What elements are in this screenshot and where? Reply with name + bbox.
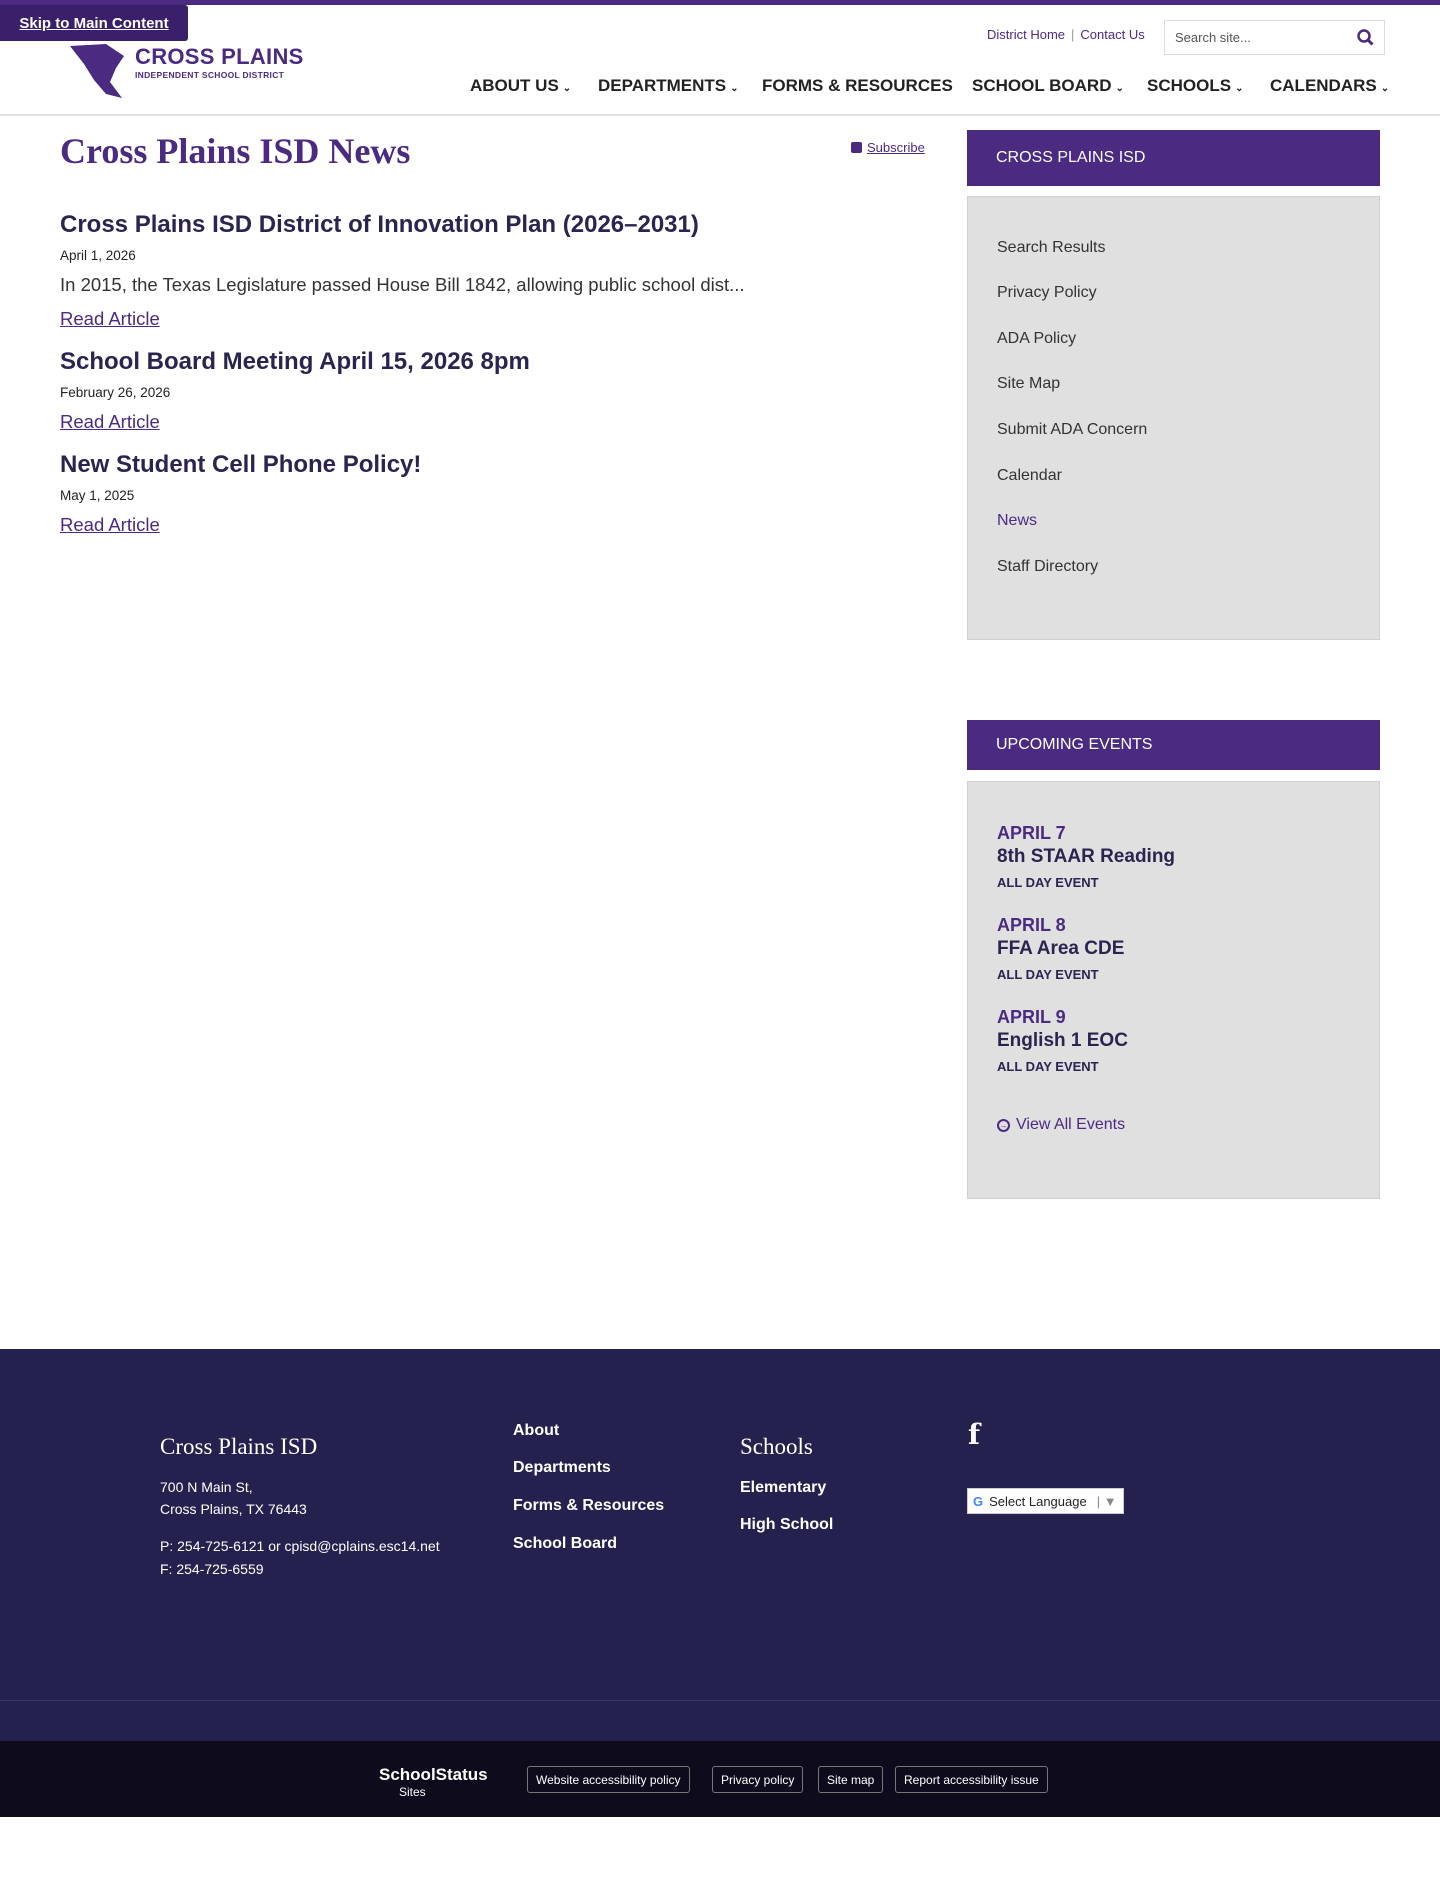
search-placeholder: Search site... (1175, 30, 1251, 45)
nav-schools[interactable] (1147, 76, 1243, 96)
sidebar-item-submit-ada-concern[interactable]: Submit ADA Concern (997, 421, 1148, 438)
dropdown-arrow-icon: | ▼ (1096, 1493, 1117, 1509)
event-title[interactable]: FFA Area CDE (997, 938, 1125, 959)
nav-forms-resources[interactable] (762, 76, 953, 96)
article-date: February 26, 2026 (60, 385, 171, 400)
sidebar-item-search-results[interactable]: Search Results (997, 239, 1106, 256)
footer-phone: P: 254-725-6121 or cpisd@cplains.esc14.net (160, 1538, 440, 1554)
brand-sub: Sites (399, 1785, 426, 1799)
language-select[interactable] (967, 1488, 1124, 1514)
page-title: Cross Plains ISD News (60, 131, 411, 171)
chevron-down-icon: ⌄ (1115, 83, 1124, 94)
brand-name: SchoolStatus (379, 1765, 488, 1784)
read-article-link[interactable]: Read Article (60, 411, 160, 432)
nav-label: ABOUT US (470, 76, 559, 95)
event-date: APRIL 7 (997, 823, 1066, 843)
sidebar-item-ada-policy[interactable]: ADA Policy (997, 330, 1077, 347)
event-time: ALL DAY EVENT (997, 967, 1099, 982)
event-time: ALL DAY EVENT (997, 875, 1099, 890)
arrow-circle-icon: → (997, 1119, 1010, 1132)
sidebar-item-privacy-policy[interactable]: Privacy Policy (997, 284, 1097, 301)
facebook-icon[interactable]: f (968, 1418, 981, 1451)
footer-address-line1: 700 N Main St, (160, 1479, 253, 1495)
footer-schools-title: Schools (740, 1434, 813, 1459)
report-accessibility-button[interactable]: Report accessibility issue (895, 1766, 1048, 1793)
event-time: ALL DAY EVENT (997, 1059, 1099, 1074)
article-date: April 1, 2026 (60, 248, 136, 263)
chevron-down-icon: ⌄ (1380, 83, 1390, 94)
skip-to-content-link[interactable]: Skip to Main Content (0, 5, 188, 41)
sidebar-item-staff-directory[interactable]: Staff Directory (997, 558, 1099, 575)
nav-label: CALENDARS (1270, 76, 1377, 95)
nav-label: SCHOOL BOARD (972, 76, 1112, 95)
article-title[interactable]: Cross Plains ISD District of Innovation Plan (2026–2031) (60, 211, 699, 238)
event-title[interactable]: English 1 EOC (997, 1030, 1128, 1051)
sidebar-header: CROSS PLAINS ISD (967, 130, 1380, 186)
footer-district-name: Cross Plains ISD (160, 1434, 318, 1459)
chevron-down-icon: ⌄ (730, 83, 739, 94)
view-all-label: View All Events (1016, 1116, 1126, 1133)
language-label: Select Language (989, 1493, 1087, 1509)
rss-icon (851, 142, 862, 153)
events-header: UPCOMING EVENTS (967, 720, 1380, 770)
search-icon[interactable] (1357, 29, 1374, 46)
article-date: May 1, 2025 (60, 488, 135, 503)
event-title[interactable]: 8th STAAR Reading (997, 846, 1176, 867)
accessibility-policy-button[interactable]: Website accessibility policy (527, 1766, 690, 1793)
footer-divider (0, 1700, 1440, 1701)
footer-link-elementary[interactable]: Elementary (740, 1479, 827, 1496)
footer-link-departments[interactable]: Departments (513, 1459, 611, 1476)
district-home-link[interactable]: District Home (987, 27, 1066, 42)
article-excerpt: In 2015, the Texas Legislature passed House Bill 1842, allowing public school dist... (60, 274, 745, 295)
article-title[interactable]: New Student Cell Phone Policy! (60, 451, 422, 478)
subscribe-link[interactable] (851, 140, 925, 155)
logo-subtitle: INDEPENDENT SCHOOL DISTRICT (135, 70, 285, 80)
footer-address-line2: Cross Plains, TX 76443 (160, 1501, 307, 1517)
sidebar-item-calendar[interactable]: Calendar (997, 467, 1062, 484)
footer-link-school-board[interactable]: School Board (513, 1535, 618, 1552)
article-title[interactable]: School Board Meeting April 15, 2026 8pm (60, 348, 530, 375)
event-date: APRIL 8 (997, 915, 1066, 935)
privacy-policy-button[interactable]: Privacy policy (712, 1766, 803, 1793)
subscribe-label: Subscribe (867, 140, 925, 155)
footer-link-about[interactable]: About (513, 1422, 560, 1439)
utility-links (987, 27, 1145, 42)
event-date: APRIL 9 (997, 1007, 1066, 1027)
nav-school-board[interactable] (972, 76, 1124, 96)
chevron-down-icon: ⌄ (562, 83, 572, 94)
contact-us-link[interactable]: Contact Us (1080, 27, 1145, 42)
view-all-events-link[interactable] (997, 1116, 1125, 1134)
nav-departments[interactable] (598, 76, 739, 96)
read-article-link[interactable]: Read Article (60, 308, 160, 329)
separator: | (1071, 27, 1075, 42)
sidebar-item-news[interactable]: News (997, 512, 1038, 529)
nav-about-us[interactable] (470, 76, 571, 96)
nav-label: SCHOOLS (1147, 76, 1232, 95)
nav-label: DEPARTMENTS (598, 76, 727, 95)
logo-bird-icon (66, 42, 130, 102)
footer-link-forms-resources[interactable]: Forms & Resources (513, 1497, 665, 1514)
footer-fax: F: 254-725-6559 (160, 1561, 264, 1577)
nav-calendars[interactable] (1270, 76, 1389, 96)
search-input[interactable] (1164, 20, 1385, 55)
schoolstatus-logo[interactable] (379, 1765, 488, 1799)
read-article-link[interactable]: Read Article (60, 514, 160, 535)
chevron-down-icon: ⌄ (1235, 83, 1244, 94)
google-icon: G (973, 1493, 984, 1509)
sidebar-item-site-map[interactable]: Site Map (997, 375, 1061, 392)
nav-label: FORMS & RESOURCES (762, 76, 953, 95)
logo-title: CROSS PLAINS (135, 44, 304, 69)
footer-link-high-school[interactable]: High School (740, 1516, 834, 1533)
site-map-button[interactable]: Site map (818, 1766, 883, 1793)
